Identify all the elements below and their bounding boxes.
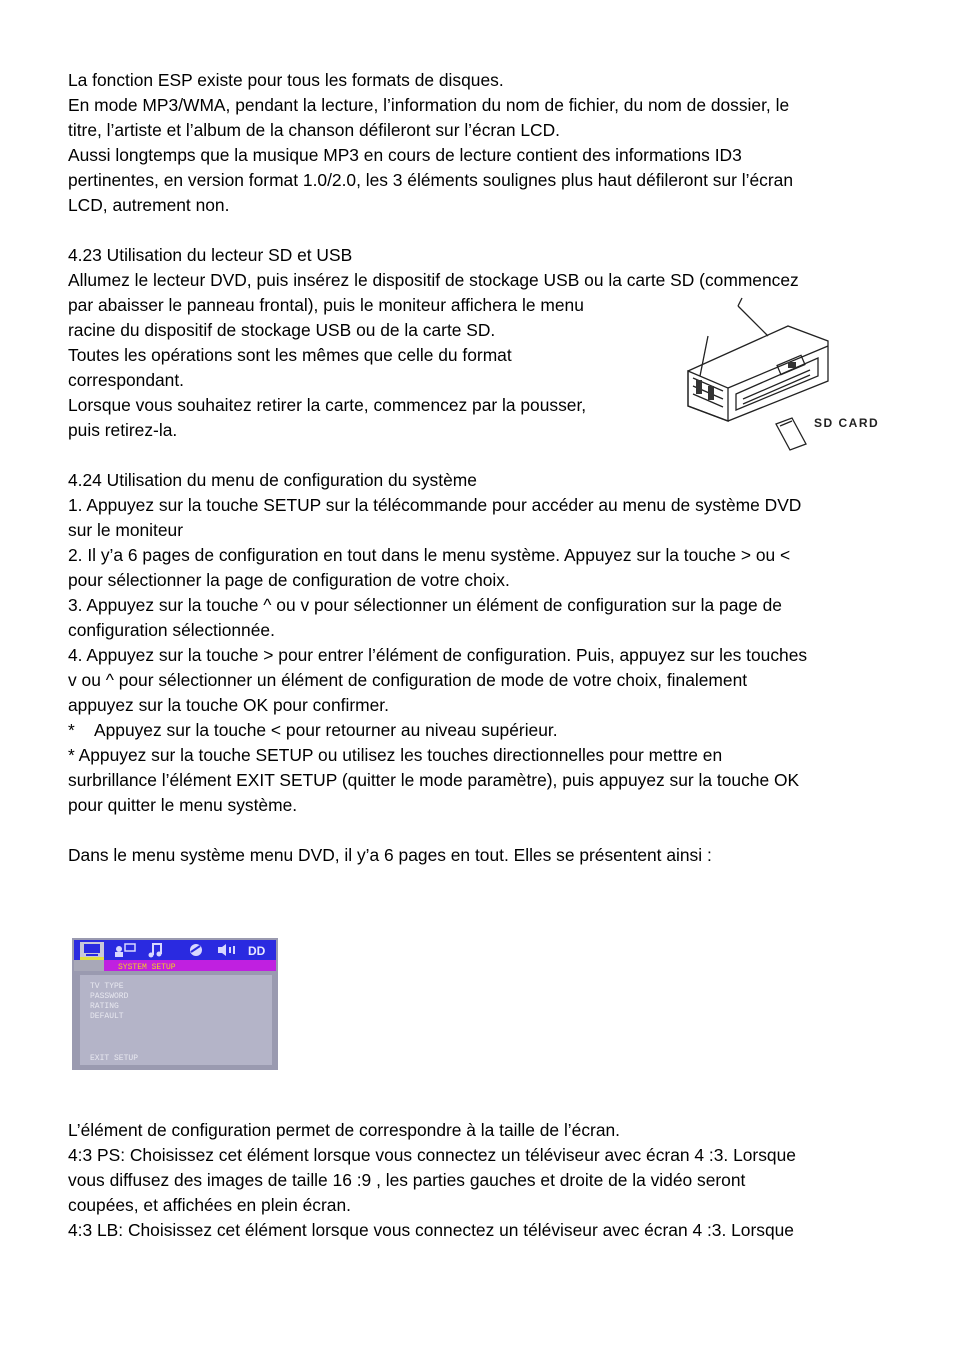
- paragraph-line: coupées, et affichées en plein écran.: [68, 1195, 351, 1215]
- paragraph-line: 4:3 PS: Choisissez cet élément lorsque vous connectez un téléviseur avec écran 4 :3. Lorsque: [68, 1145, 796, 1165]
- paragraph-line: puis retirez-la.: [68, 420, 178, 440]
- dolby-tab-label: DD: [248, 944, 266, 958]
- paragraph-line: 4:3 LB: Choisissez cet élément lorsque vous connectez un téléviseur avec écran 4 :3. Lorsque: [68, 1220, 794, 1240]
- section-heading-4-23: 4.23 Utilisation du lecteur SD et USB: [68, 245, 353, 265]
- menu-item-password: PASSWORD: [90, 992, 129, 1001]
- section-heading-4-24: 4.24 Utilisation du menu de configuration du système: [68, 470, 477, 490]
- menu-item-exit-setup: EXIT SETUP: [90, 1054, 139, 1063]
- paragraph-line: pour sélectionner la page de configuration de votre choix.: [68, 570, 510, 590]
- paragraph-line: Allumez le lecteur DVD, puis insérez le dispositif de stockage USB ou la carte SD (commencez: [68, 270, 799, 290]
- paragraph-line: par abaisser le panneau frontal), puis le moniteur affichera le menu: [68, 295, 584, 315]
- disc-icon: [190, 944, 202, 956]
- paragraph-line: La fonction ESP existe pour tous les formats de disques.: [68, 70, 504, 90]
- paragraph-line: v ou ^ pour sélectionner un élément de configuration de mode de votre choix, finalement: [68, 670, 748, 690]
- menu-item-tv-type: TV TYPE: [90, 982, 124, 991]
- paragraph-line: titre, l’artiste et l’album de la chanson défileront sur l’écran LCD.: [68, 120, 560, 140]
- paragraph-line: pertinentes, en version format 1.0/2.0, les 3 éléments soulignes plus haut défileront sur l’écran: [68, 170, 794, 190]
- paragraph-line: correspondant.: [68, 370, 185, 390]
- paragraph-line: racine du dispositif de stockage USB ou de la carte SD.: [68, 320, 496, 340]
- paragraph-line: configuration sélectionnée.: [68, 620, 275, 640]
- paragraph-line: LCD, autrement non.: [68, 195, 230, 215]
- paragraph-line: En mode MP3/WMA, pendant la lecture, l’information du nom de fichier, du nom de dossier, le: [68, 95, 790, 115]
- monitor-icon: [80, 942, 104, 960]
- paragraph-line: 3. Appuyez sur la touche ^ ou v pour sélectionner un élément de configuration sur la page de: [68, 595, 782, 615]
- paragraph-line: vous diffusez des images de taille 16 :9 , les parties gauches et droite de la vidéo seront: [68, 1170, 746, 1190]
- menu-item-default: DEFAULT: [90, 1012, 124, 1021]
- note-line: pour quitter le menu système.: [68, 795, 298, 815]
- system-setup-menu-screenshot: [72, 938, 278, 1070]
- note-line: surbrillance l’élément EXIT SETUP (quitter le mode paramètre), puis appuyez sur la touche OK: [68, 770, 800, 790]
- menu-title: SYSTEM SETUP: [118, 963, 176, 972]
- menu-tab-bar: [74, 940, 276, 960]
- paragraph-line: 4. Appuyez sur la touche > pour entrer l’élément de configuration. Puis, appuyez sur les touches: [68, 645, 808, 665]
- note-line: [68, 718, 558, 743]
- paragraph-line: Dans le menu système menu DVD, il y’a 6 pages en tout. Elles se présentent ainsi :: [68, 845, 712, 865]
- paragraph-line: 1. Appuyez sur la touche SETUP sur la télécommande pour accéder au menu de système DVD: [68, 495, 802, 515]
- note-bullet: *: [68, 720, 75, 740]
- paragraph-line: sur le moniteur: [68, 520, 184, 540]
- paragraph-line: Lorsque vous souhaitez retirer la carte, commencez par la pousser,: [68, 395, 587, 415]
- sd-card-illustration: [668, 296, 888, 454]
- paragraph-line: Toutes les opérations sont les mêmes que celle du format: [68, 345, 512, 365]
- paragraph-line: L’élément de configuration permet de correspondre à la taille de l’écran.: [68, 1120, 620, 1140]
- paragraph-line: 2. Il y’a 6 pages de configuration en tout dans le menu système. Appuyez sur la touche > ou <: [68, 545, 791, 565]
- menu-item-rating: RATING: [90, 1002, 119, 1011]
- note-line: * Appuyez sur la touche SETUP ou utilisez les touches directionnelles pour mettre en: [68, 745, 723, 765]
- sd-card-label: SD CARD: [814, 416, 880, 430]
- paragraph-line: Aussi longtemps que la musique MP3 en cours de lecture contient des informations ID3: [68, 145, 742, 165]
- paragraph-line: appuyez sur la touche OK pour confirmer.: [68, 695, 389, 715]
- note-text: Appuyez sur la touche < pour retourner au niveau supérieur.: [94, 720, 558, 740]
